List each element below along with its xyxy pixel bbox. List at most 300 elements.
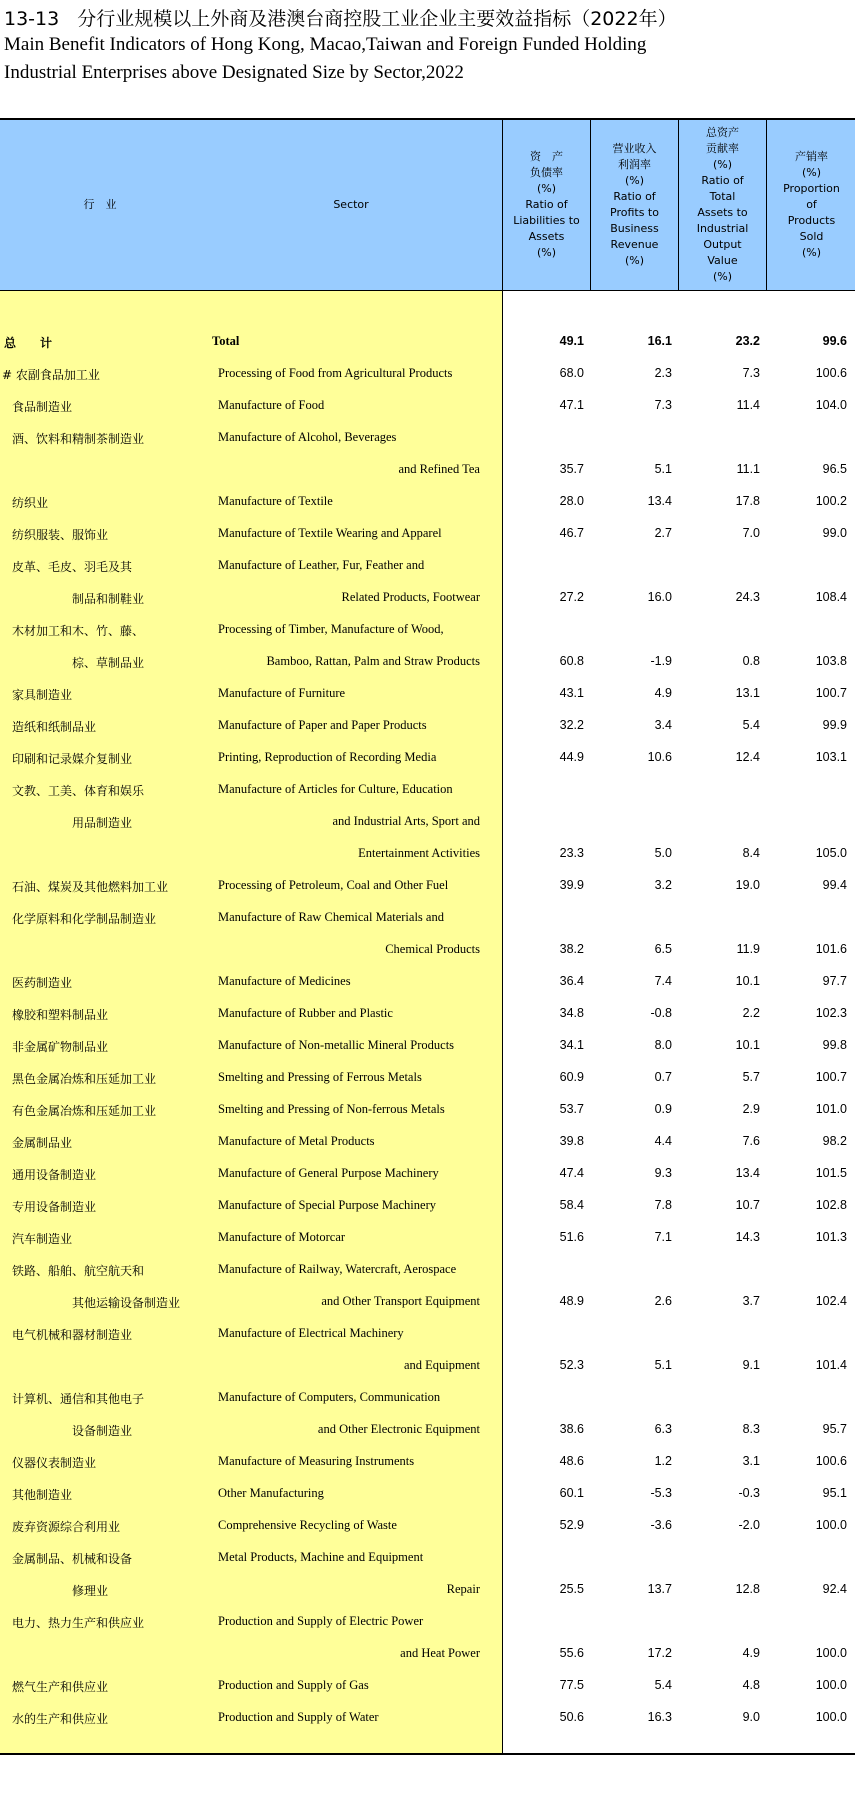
header-industry-cn	[0, 120, 200, 290]
row-value: 7.4	[654, 974, 672, 988]
row-sector-en: Manufacture of Raw Chemical Materials and	[218, 910, 444, 924]
table-number: 13-13	[4, 8, 60, 30]
row-value: 52.3	[559, 1358, 584, 1372]
row-value: 13.4	[647, 494, 672, 508]
row-value: 7.3	[742, 366, 760, 380]
row-sector-en: and Heat Power	[400, 1646, 480, 1660]
row-value: 104.0	[815, 398, 847, 412]
row-industry-cn: 非金属矿物制品业	[12, 1040, 109, 1054]
table-row	[0, 1606, 855, 1638]
table-row	[0, 838, 855, 870]
row-sector-en: Production and Supply of Electric Power	[218, 1614, 424, 1628]
row-value: 24.3	[735, 590, 760, 604]
row-sector-en: Related Products, Footwear	[341, 590, 480, 604]
row-value: 99.0	[822, 526, 847, 540]
row-industry-cn: 皮革、毛皮、羽毛及其	[12, 560, 133, 574]
row-industry-cn: 其他制造业	[12, 1488, 73, 1502]
table-row	[0, 1158, 855, 1190]
header-line: 利润率	[618, 158, 651, 171]
row-industry-cn: 修理业	[72, 1584, 109, 1598]
table-row	[0, 1446, 855, 1478]
row-value: 10.1	[735, 974, 760, 988]
row-value: 12.8	[735, 1582, 760, 1596]
row-value: 3.1	[742, 1454, 760, 1468]
row-sector-en: and Refined Tea	[398, 462, 480, 476]
row-industry-cn: 棕、草制品业	[72, 656, 145, 670]
table-row	[0, 518, 855, 550]
header-line: (%)	[801, 166, 822, 179]
row-value: 38.2	[559, 942, 584, 956]
row-sector-en: Chemical Products	[385, 942, 480, 956]
table-title-cn	[4, 4, 677, 31]
table-row	[0, 1574, 855, 1606]
row-industry-cn: 汽车制造业	[12, 1232, 73, 1246]
row-sector-en: Printing, Reproduction of Recording Media	[218, 750, 437, 764]
row-industry-cn: # 农副食品加工业	[2, 368, 100, 382]
header-line: Business	[610, 222, 659, 235]
table-row	[0, 1094, 855, 1126]
table-title-cn-text: 分行业规模以上外商及港澳台商控股工业企业主要效益指标（2022年）	[77, 8, 677, 30]
row-value: 14.3	[735, 1230, 760, 1244]
row-value: 96.5	[822, 462, 847, 476]
row-value: 38.6	[559, 1422, 584, 1436]
header-line: Liabilities to	[513, 214, 580, 227]
header-line: Proportion	[783, 182, 840, 195]
row-sector-en: Metal Products, Machine and Equipment	[218, 1550, 424, 1564]
table-title-en-line2: Industrial Enterprises above Designated Size by Sector,2022	[4, 62, 464, 83]
row-value: 34.8	[559, 1006, 584, 1020]
header-line: (%)	[624, 174, 645, 187]
row-value: 1.2	[654, 1454, 672, 1468]
row-value: 100.6	[815, 1454, 847, 1468]
header-col-products-sold-lines	[783, 149, 840, 261]
header-line: Assets to	[697, 206, 748, 219]
table-row	[0, 1318, 855, 1350]
row-value: 60.8	[559, 654, 584, 668]
row-sector-en: Manufacture of Non-metallic Mineral Products	[218, 1038, 455, 1052]
row-industry-cn: 石油、煤炭及其他燃料加工业	[12, 880, 169, 894]
row-value: 102.3	[815, 1006, 847, 1020]
row-sector-en: and Equipment	[403, 1358, 480, 1372]
row-industry-cn: 有色金属冶炼和压延加工业	[12, 1104, 157, 1118]
row-value: -1.9	[650, 654, 672, 668]
row-value: 36.4	[559, 974, 584, 988]
row-sector-en: Production and Supply of Gas	[218, 1678, 369, 1692]
row-sector-en: Manufacture of Medicines	[218, 974, 351, 988]
row-value: 58.4	[559, 1198, 584, 1212]
header-line: (%)	[536, 182, 557, 195]
row-industry-cn: 纺织服装、服饰业	[12, 528, 109, 542]
row-value: 10.1	[735, 1038, 760, 1052]
row-value: 46.7	[559, 526, 584, 540]
row-industry-cn: 制品和制鞋业	[72, 592, 145, 606]
row-value: -3.6	[650, 1518, 672, 1532]
table-row	[0, 550, 855, 582]
header-line: Products	[787, 214, 836, 227]
row-industry-cn: 用品制造业	[72, 816, 133, 830]
row-value: 3.4	[654, 718, 672, 732]
table-row	[0, 678, 855, 710]
header-col-liabilities	[502, 120, 590, 290]
table-row	[0, 1254, 855, 1286]
row-value: 101.5	[815, 1166, 847, 1180]
row-value: 99.8	[822, 1038, 847, 1052]
row-value: 23.3	[559, 846, 584, 860]
row-value: 7.0	[742, 526, 760, 540]
row-value: 97.7	[822, 974, 847, 988]
row-value: 6.5	[654, 942, 672, 956]
header-line: Total	[709, 190, 736, 203]
row-value: 4.9	[654, 686, 672, 700]
header-line: Assets	[528, 230, 565, 243]
header-line: (%)	[536, 246, 557, 259]
header-line: 营业收入	[612, 142, 657, 155]
row-industry-cn: 燃气生产和供应业	[12, 1680, 109, 1694]
table-row	[0, 710, 855, 742]
row-sector-en: Smelting and Pressing of Ferrous Metals	[218, 1070, 422, 1084]
header-sector-en	[200, 120, 502, 290]
row-industry-cn: 木材加工和木、竹、藤、	[12, 624, 145, 638]
row-value: 43.1	[559, 686, 584, 700]
row-value: 51.6	[559, 1230, 584, 1244]
row-sector-en: and Other Electronic Equipment	[317, 1422, 480, 1436]
row-value: 102.8	[815, 1198, 847, 1212]
row-sector-en: and Industrial Arts, Sport and	[332, 814, 480, 828]
row-value: 17.8	[735, 494, 760, 508]
header-line: (%)	[624, 254, 645, 267]
row-sector-en: and Other Transport Equipment	[321, 1294, 480, 1308]
row-sector-en: Manufacture of Rubber and Plastic	[218, 1006, 393, 1020]
row-value: 99.9	[822, 718, 847, 732]
row-value: 60.9	[559, 1070, 584, 1084]
row-value: 5.1	[654, 1358, 672, 1372]
row-value: 101.6	[815, 942, 847, 956]
row-value: 53.7	[559, 1102, 584, 1116]
row-sector-en: Manufacture of Special Purpose Machinery	[218, 1198, 436, 1212]
row-value: 101.4	[815, 1358, 847, 1372]
row-sector-en: Manufacture of Textile Wearing and Apparel	[218, 526, 442, 540]
row-value: 95.7	[822, 1422, 847, 1436]
row-value: 25.5	[559, 1582, 584, 1596]
row-industry-cn: 仪器仪表制造业	[12, 1456, 97, 1470]
table-row	[0, 1190, 855, 1222]
table-row	[0, 1510, 855, 1542]
row-value: 16.1	[647, 334, 672, 348]
header-line: Industrial	[696, 222, 749, 235]
row-value: 11.9	[736, 942, 760, 956]
row-value: 2.7	[654, 526, 672, 540]
row-value: 5.0	[654, 846, 672, 860]
row-value: 7.1	[654, 1230, 672, 1244]
row-value: 6.3	[654, 1422, 672, 1436]
row-value: 0.8	[742, 654, 760, 668]
row-value: 5.1	[654, 462, 672, 476]
row-value: 52.9	[559, 1518, 584, 1532]
row-value: 47.1	[559, 398, 584, 412]
header-line: 贡献率	[706, 142, 739, 155]
row-value: 68.0	[559, 366, 584, 380]
row-value: 8.3	[742, 1422, 760, 1436]
row-value: 34.1	[559, 1038, 584, 1052]
header-line: Ratio of	[525, 198, 568, 211]
row-value: 11.1	[736, 462, 760, 476]
row-sector-en: Repair	[446, 1582, 480, 1596]
header-line: Value	[707, 254, 738, 267]
row-value: 100.0	[815, 1678, 847, 1692]
header-line: Revenue	[610, 238, 659, 251]
row-value: -2.0	[738, 1518, 760, 1532]
row-sector-en: Processing of Food from Agricultural Products	[218, 366, 453, 380]
row-value: 13.4	[735, 1166, 760, 1180]
bottom-rule	[0, 1753, 855, 1755]
row-sector-en: Processing of Petroleum, Coal and Other Fuel	[218, 878, 449, 892]
table-row	[0, 1062, 855, 1094]
row-industry-cn: 化学原料和化学制品制造业	[12, 912, 157, 926]
row-sector-en: Manufacture of Food	[218, 398, 325, 412]
header-line: 负债率	[529, 166, 563, 179]
row-industry-cn: 水的生产和供应业	[12, 1712, 109, 1726]
row-value: 44.9	[559, 750, 584, 764]
row-value: 2.2	[742, 1006, 760, 1020]
header-line: Output	[703, 238, 742, 251]
table-title-en-line1: Main Benefit Indicators of Hong Kong, Macao,Taiwan and Foreign Funded Holding	[4, 34, 647, 55]
row-sector-en: Manufacture of Furniture	[218, 686, 346, 700]
row-value: 5.4	[654, 1678, 672, 1692]
row-value: 100.7	[815, 1070, 847, 1084]
row-industry-cn: 废弃资源综合利用业	[12, 1520, 121, 1534]
row-value: 101.3	[815, 1230, 847, 1244]
row-value: 92.4	[822, 1582, 847, 1596]
table-row	[0, 358, 855, 390]
row-value: 5.4	[742, 718, 760, 732]
row-sector-en: Production and Supply of Water	[218, 1710, 379, 1724]
row-value: 100.2	[815, 494, 847, 508]
row-value: 39.8	[559, 1134, 584, 1148]
row-value: 98.2	[822, 1134, 847, 1148]
table-row	[0, 1414, 855, 1446]
row-sector-en: Manufacture of Alcohol, Beverages	[218, 430, 397, 444]
row-value: 55.6	[559, 1646, 584, 1660]
header-col-profits-lines	[610, 141, 659, 269]
row-industry-cn: 设备制造业	[72, 1424, 133, 1438]
header-line: (%)	[712, 270, 733, 283]
row-sector-en: Bamboo, Rattan, Palm and Straw Products	[266, 654, 480, 668]
row-sector-en: Manufacture of Articles for Culture, Education	[218, 782, 453, 796]
row-value: 16.3	[647, 1710, 672, 1724]
row-value: 100.7	[815, 686, 847, 700]
row-industry-cn: 电力、热力生产和供应业	[12, 1616, 145, 1630]
row-value: 8.4	[742, 846, 760, 860]
header-col-total-assets-lines	[697, 125, 749, 285]
row-value: 11.4	[736, 398, 760, 412]
row-value: 100.6	[815, 366, 847, 380]
row-value: 28.0	[559, 494, 584, 508]
table-row	[0, 934, 855, 966]
row-value: 100.0	[815, 1710, 847, 1724]
table-row	[0, 1222, 855, 1254]
header-col-products-sold	[766, 120, 855, 290]
row-value: 4.9	[742, 1646, 760, 1660]
table-row	[0, 454, 855, 486]
row-value: 99.4	[822, 878, 847, 892]
row-sector-en: Manufacture of Metal Products	[218, 1134, 375, 1148]
table-row	[0, 870, 855, 902]
table-row	[0, 582, 855, 614]
row-value: 100.0	[815, 1518, 847, 1532]
row-value: 48.9	[559, 1294, 584, 1308]
row-value: 27.2	[559, 590, 584, 604]
row-value: 100.0	[815, 1646, 847, 1660]
table-row	[0, 966, 855, 998]
row-industry-cn: 文教、工美、体育和娱乐	[12, 784, 145, 798]
row-value: 49.1	[559, 334, 584, 348]
row-value: 32.2	[559, 718, 584, 732]
row-value: 4.8	[742, 1678, 760, 1692]
row-value: 50.6	[559, 1710, 584, 1724]
table-row	[0, 1638, 855, 1670]
row-industry-cn: 通用设备制造业	[12, 1168, 97, 1182]
row-industry-cn: 食品制造业	[12, 400, 73, 414]
row-value: 99.6	[822, 334, 847, 348]
header-line: (%)	[712, 158, 733, 171]
row-industry-cn: 纺织业	[12, 496, 49, 510]
row-value: 2.3	[654, 366, 672, 380]
row-value: 10.6	[647, 750, 672, 764]
table-row	[0, 1670, 855, 1702]
header-line: 产销率	[794, 150, 828, 163]
table-row	[0, 742, 855, 774]
row-value: -5.3	[650, 1486, 672, 1500]
row-value: 17.2	[647, 1646, 672, 1660]
row-value: 108.4	[815, 590, 847, 604]
table-row	[0, 1126, 855, 1158]
table-row	[0, 326, 855, 358]
row-value: 16.0	[647, 590, 672, 604]
table-row	[0, 1350, 855, 1382]
row-industry-cn: 计算机、通信和其他电子	[12, 1392, 145, 1406]
header-col-total-assets	[678, 120, 766, 290]
row-value: 5.7	[742, 1070, 760, 1084]
row-value: 47.4	[559, 1166, 584, 1180]
header-col-liabilities-lines	[513, 149, 579, 261]
row-value: -0.3	[738, 1486, 760, 1500]
row-industry-cn: 造纸和纸制品业	[12, 720, 97, 734]
row-value: 77.5	[559, 1678, 584, 1692]
row-value: 95.1	[822, 1486, 847, 1500]
table-row	[0, 646, 855, 678]
row-sector-en: Smelting and Pressing of Non-ferrous Metals	[218, 1102, 445, 1116]
row-value: 8.0	[654, 1038, 672, 1052]
row-value: 101.0	[815, 1102, 847, 1116]
table-row	[0, 614, 855, 646]
header-line: Ratio of	[613, 190, 656, 203]
row-industry-cn: 总 计	[4, 336, 53, 350]
table-row	[0, 902, 855, 934]
row-value: 39.9	[559, 878, 584, 892]
header-line: Sold	[799, 230, 824, 243]
table-row	[0, 998, 855, 1030]
row-value: 19.0	[735, 878, 760, 892]
row-value: 23.2	[735, 334, 760, 348]
row-industry-cn: 黑色金属冶炼和压延加工业	[12, 1072, 157, 1086]
row-value: 0.7	[654, 1070, 672, 1084]
row-value: 13.1	[735, 686, 760, 700]
table-row	[0, 422, 855, 454]
row-value: 10.7	[735, 1198, 760, 1212]
table-header	[0, 120, 855, 291]
row-sector-en: Manufacture of Computers, Communication	[218, 1390, 441, 1404]
table-row	[0, 486, 855, 518]
row-value: 2.6	[654, 1294, 672, 1308]
row-value: 7.3	[654, 398, 672, 412]
table-row	[0, 1286, 855, 1318]
row-industry-cn: 印刷和记录媒介复制业	[12, 752, 133, 766]
row-sector-en: Manufacture of Measuring Instruments	[218, 1454, 415, 1468]
row-value: 13.7	[647, 1582, 672, 1596]
header-line: (%)	[801, 246, 822, 259]
row-value: 9.1	[742, 1358, 760, 1372]
header-industry-cn-text: 行 业	[83, 198, 117, 211]
table-row	[0, 1030, 855, 1062]
row-industry-cn: 家具制造业	[12, 688, 73, 702]
row-industry-cn: 其他运输设备制造业	[72, 1296, 181, 1310]
header-line: 总资产	[706, 126, 739, 139]
row-sector-en: Comprehensive Recycling of Waste	[218, 1518, 397, 1532]
row-value: 0.9	[654, 1102, 672, 1116]
row-industry-cn: 电气机械和器材制造业	[12, 1328, 133, 1342]
row-value: 3.2	[654, 878, 672, 892]
row-sector-en: Other Manufacturing	[218, 1486, 324, 1500]
row-value: -0.8	[650, 1006, 672, 1020]
row-industry-cn: 金属制品业	[12, 1136, 73, 1150]
row-value: 48.6	[559, 1454, 584, 1468]
row-sector-en: Total	[212, 334, 240, 348]
row-value: 103.8	[815, 654, 847, 668]
table-row	[0, 1702, 855, 1734]
table-row	[0, 774, 855, 806]
row-sector-en: Manufacture of Paper and Paper Products	[218, 718, 427, 732]
row-sector-en: Manufacture of Textile	[218, 494, 333, 508]
row-sector-en: Manufacture of Electrical Machinery	[218, 1326, 404, 1340]
header-line: Profits to	[610, 206, 659, 219]
row-industry-cn: 铁路、船舶、航空航天和	[12, 1264, 145, 1278]
table-row	[0, 1478, 855, 1510]
table-row	[0, 390, 855, 422]
row-value: 12.4	[735, 750, 760, 764]
row-industry-cn: 医药制造业	[12, 976, 73, 990]
row-value: 4.4	[654, 1134, 672, 1148]
row-value: 3.7	[742, 1294, 760, 1308]
row-sector-en: Entertainment Activities	[358, 846, 480, 860]
row-sector-en: Manufacture of Leather, Fur, Feather and	[218, 558, 425, 572]
table-row	[0, 1382, 855, 1414]
row-industry-cn: 橡胶和塑料制品业	[12, 1008, 109, 1022]
row-sector-en: Processing of Timber, Manufacture of Wood,	[218, 622, 444, 636]
row-value: 2.9	[742, 1102, 760, 1116]
header-line: Ratio of	[701, 174, 744, 187]
row-sector-en: Manufacture of Motorcar	[218, 1230, 346, 1244]
table-row	[0, 1542, 855, 1574]
row-industry-cn: 金属制品、机械和设备	[12, 1552, 133, 1566]
row-industry-cn: 酒、饮料和精制茶制造业	[12, 432, 145, 446]
row-value: 60.1	[559, 1486, 584, 1500]
row-sector-en: Manufacture of General Purpose Machinery	[218, 1166, 439, 1180]
table-row	[0, 806, 855, 838]
row-sector-en: Manufacture of Railway, Watercraft, Aerospace	[218, 1262, 457, 1276]
header-col-profits	[590, 120, 678, 290]
header-line: of	[806, 198, 817, 211]
row-value: 102.4	[815, 1294, 847, 1308]
